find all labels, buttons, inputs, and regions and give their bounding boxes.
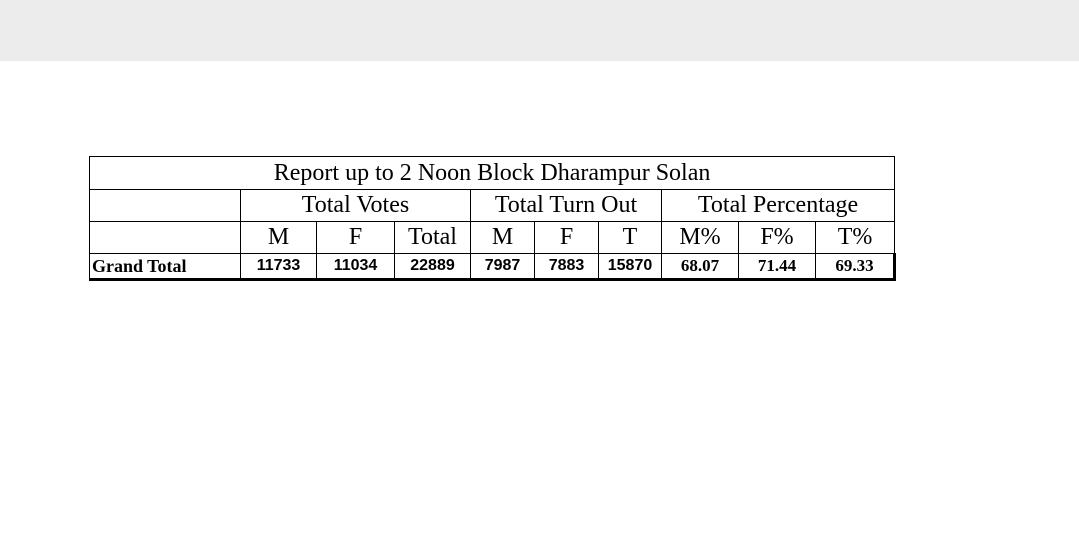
header-votes-m: M (241, 222, 317, 254)
header-pct-t: T% (816, 222, 895, 254)
group-total-turn-out: Total Turn Out (471, 190, 662, 222)
cell-pct-t: 69.33 (816, 254, 895, 280)
header-pct-m: M% (662, 222, 739, 254)
subheader-row (90, 222, 895, 254)
cell-turnout-m: 7987 (471, 254, 535, 280)
title-row (90, 157, 895, 190)
cell-turnout-t: 15870 (599, 254, 662, 280)
blank-header-cell (90, 190, 241, 222)
cell-votes-total: 22889 (395, 254, 471, 280)
cell-votes-m: 11733 (241, 254, 317, 280)
group-total-percentage: Total Percentage (662, 190, 895, 222)
report-table (89, 156, 896, 281)
cell-votes-f: 11034 (317, 254, 395, 280)
group-header-row (90, 190, 895, 222)
header-votes-f: F (317, 222, 395, 254)
cell-pct-m: 68.07 (662, 254, 739, 280)
title-cell: Report up to 2 Noon Block Dharampur Solan (90, 157, 895, 190)
cell-turnout-f: 7883 (535, 254, 599, 280)
header-turnout-f: F (535, 222, 599, 254)
header-turnout-m: M (471, 222, 535, 254)
grand-total-label: Grand Total (90, 254, 241, 280)
blank-subheader-cell (90, 222, 241, 254)
group-total-votes: Total Votes (241, 190, 471, 222)
header-votes-total: Total (395, 222, 471, 254)
header-pct-f: F% (739, 222, 816, 254)
header-turnout-t: T (599, 222, 662, 254)
cell-pct-f: 71.44 (739, 254, 816, 280)
grand-total-row (90, 254, 895, 280)
top-bar (0, 0, 1079, 61)
